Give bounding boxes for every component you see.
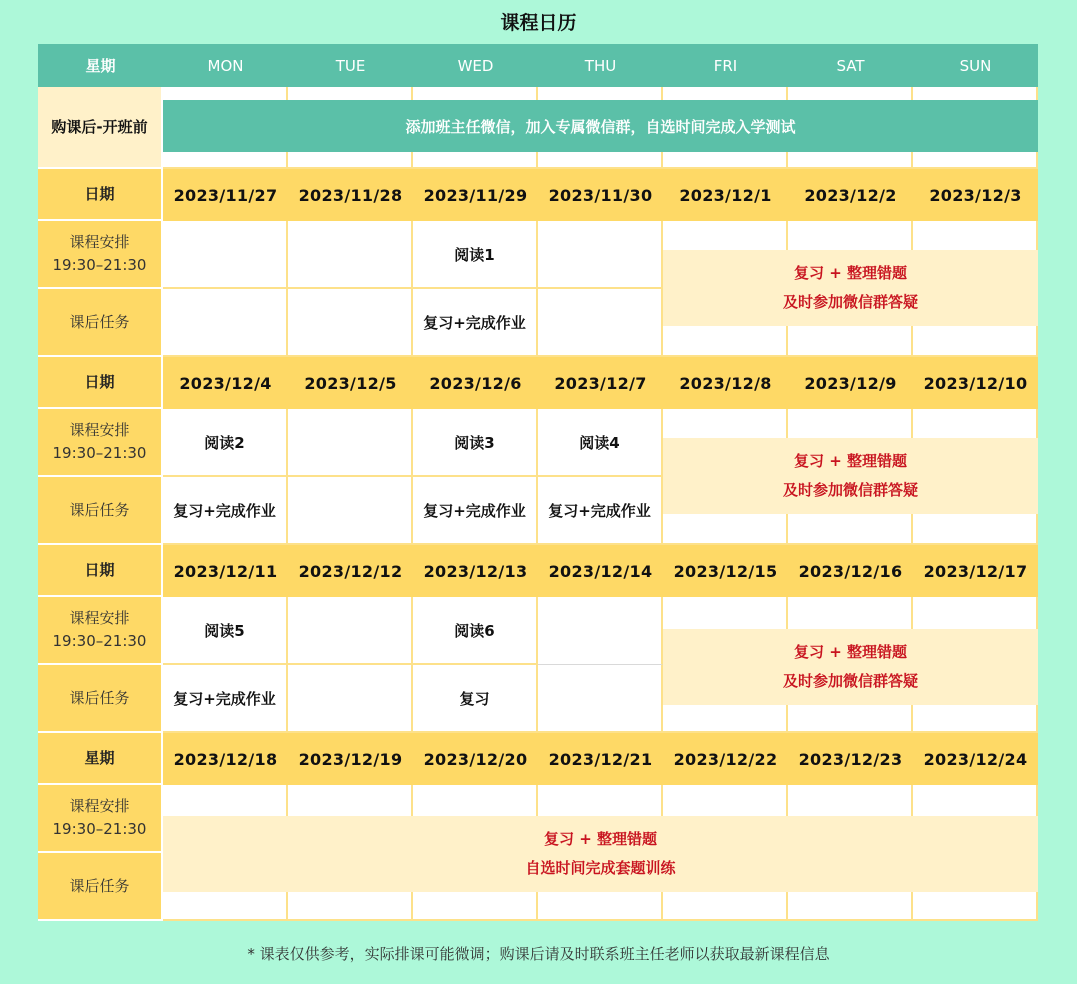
schedule-label-title: 课程安排 [69,609,130,627]
note-line: 复习 + 整理错题 [793,452,907,470]
task-cell: 复习+完成作业 [163,477,288,545]
note-line: 复习 + 整理错题 [793,264,907,282]
pre-class-banner-text: 添加班主任微信，加入专属微信群，自选时间完成入学测试 [405,117,796,136]
class-cell: 阅读1 [413,221,538,289]
class-cell: 阅读3 [413,409,538,477]
date-cell: 2023/12/11 [163,545,288,597]
date-cell: 2023/12/14 [538,545,663,597]
pre-class-label: 购课后-开班前 [38,87,163,169]
task-label: 课后任务 [38,665,163,733]
task-cell: 复习 [413,665,538,733]
class-cell: 阅读4 [538,409,663,477]
header-weekday-label: 星期 [38,44,163,87]
task-cell: 复习+完成作业 [413,289,538,357]
header-day-sun: SUN [913,44,1038,87]
date-cell: 2023/12/22 [663,733,788,785]
weekend-note-week3 [663,629,1038,705]
schedule-label-time: 19:30–21:30 [52,632,147,650]
class-cell [538,597,663,665]
schedule-label-time: 19:30–21:30 [52,820,147,838]
header-day-mon: MON [163,44,288,87]
weekend-note-week2 [663,438,1038,514]
date-cell: 2023/11/27 [163,169,288,221]
date-cell: 2023/12/18 [163,733,288,785]
note-line: 复习 + 整理错题 [543,830,657,848]
schedule-label-title: 课程安排 [69,421,130,439]
date-cell: 2023/11/28 [288,169,413,221]
task-cell [288,289,413,357]
date-cell: 2023/12/21 [538,733,663,785]
date-cell: 2023/12/13 [413,545,538,597]
weekend-note-week1 [663,250,1038,326]
task-cell [163,289,288,357]
date-cell: 2023/11/29 [413,169,538,221]
date-cell: 2023/12/4 [163,357,288,409]
note-line: 及时参加微信群答疑 [782,672,918,690]
date-cell: 2023/12/19 [288,733,413,785]
task-label: 课后任务 [38,853,163,921]
date-cell: 2023/12/5 [288,357,413,409]
page-title: 课程日历 [500,12,577,34]
class-cell: 阅读6 [413,597,538,665]
date-cell: 2023/12/24 [913,733,1038,785]
class-cell [163,221,288,289]
task-label: 课后任务 [38,289,163,357]
date-cell: 2023/12/23 [788,733,913,785]
date-label: 日期 [38,169,163,221]
date-cell: 2023/12/15 [663,545,788,597]
date-cell: 2023/12/9 [788,357,913,409]
date-cell: 2023/12/7 [538,357,663,409]
task-cell: 复习+完成作业 [538,477,663,545]
note-line: 及时参加微信群答疑 [782,293,918,311]
schedule-label-title: 课程安排 [69,797,130,815]
class-cell [288,221,413,289]
date-cell: 2023/12/17 [913,545,1038,597]
schedule-label [38,409,163,477]
date-cell: 2023/12/1 [663,169,788,221]
task-cell [288,665,413,733]
footer-disclaimer: * 课表仅供参考，实际排课可能微调；购课后请及时联系班主任老师以获取最新课程信息 [247,945,830,963]
date-cell: 2023/11/30 [538,169,663,221]
date-cell: 2023/12/12 [288,545,413,597]
pre-class-banner [163,100,1038,152]
schedule-label [38,221,163,289]
date-cell: 2023/12/6 [413,357,538,409]
date-cell: 2023/12/2 [788,169,913,221]
header-day-thu: THU [538,44,663,87]
schedule-label-time: 19:30–21:30 [52,256,147,274]
schedule-label-title: 课程安排 [69,233,130,251]
class-cell: 阅读5 [163,597,288,665]
task-cell: 复习+完成作业 [163,665,288,733]
header-day-fri: FRI [663,44,788,87]
header-day-wed: WED [413,44,538,87]
schedule-label-time: 19:30–21:30 [52,444,147,462]
date-cell: 2023/12/3 [913,169,1038,221]
task-cell: 复习+完成作业 [413,477,538,545]
task-label: 课后任务 [38,477,163,545]
date-cell: 2023/12/20 [413,733,538,785]
class-cell [288,409,413,477]
task-cell [288,477,413,545]
weekday-label: 星期 [38,733,163,785]
task-cell [538,289,663,357]
full-week-note-week4 [163,816,1038,892]
date-cell: 2023/12/10 [913,357,1038,409]
header-day-tue: TUE [288,44,413,87]
date-cell: 2023/12/16 [788,545,913,597]
note-line: 自选时间完成套题训练 [525,859,676,877]
note-line: 复习 + 整理错题 [793,643,907,661]
date-cell: 2023/12/8 [663,357,788,409]
schedule-label [38,785,163,853]
note-line: 及时参加微信群答疑 [782,481,918,499]
date-label: 日期 [38,357,163,409]
class-cell: 阅读2 [163,409,288,477]
schedule-label [38,597,163,665]
date-label: 日期 [38,545,163,597]
class-cell [538,221,663,289]
task-cell [538,665,663,733]
class-cell [288,597,413,665]
header-day-sat: SAT [788,44,913,87]
